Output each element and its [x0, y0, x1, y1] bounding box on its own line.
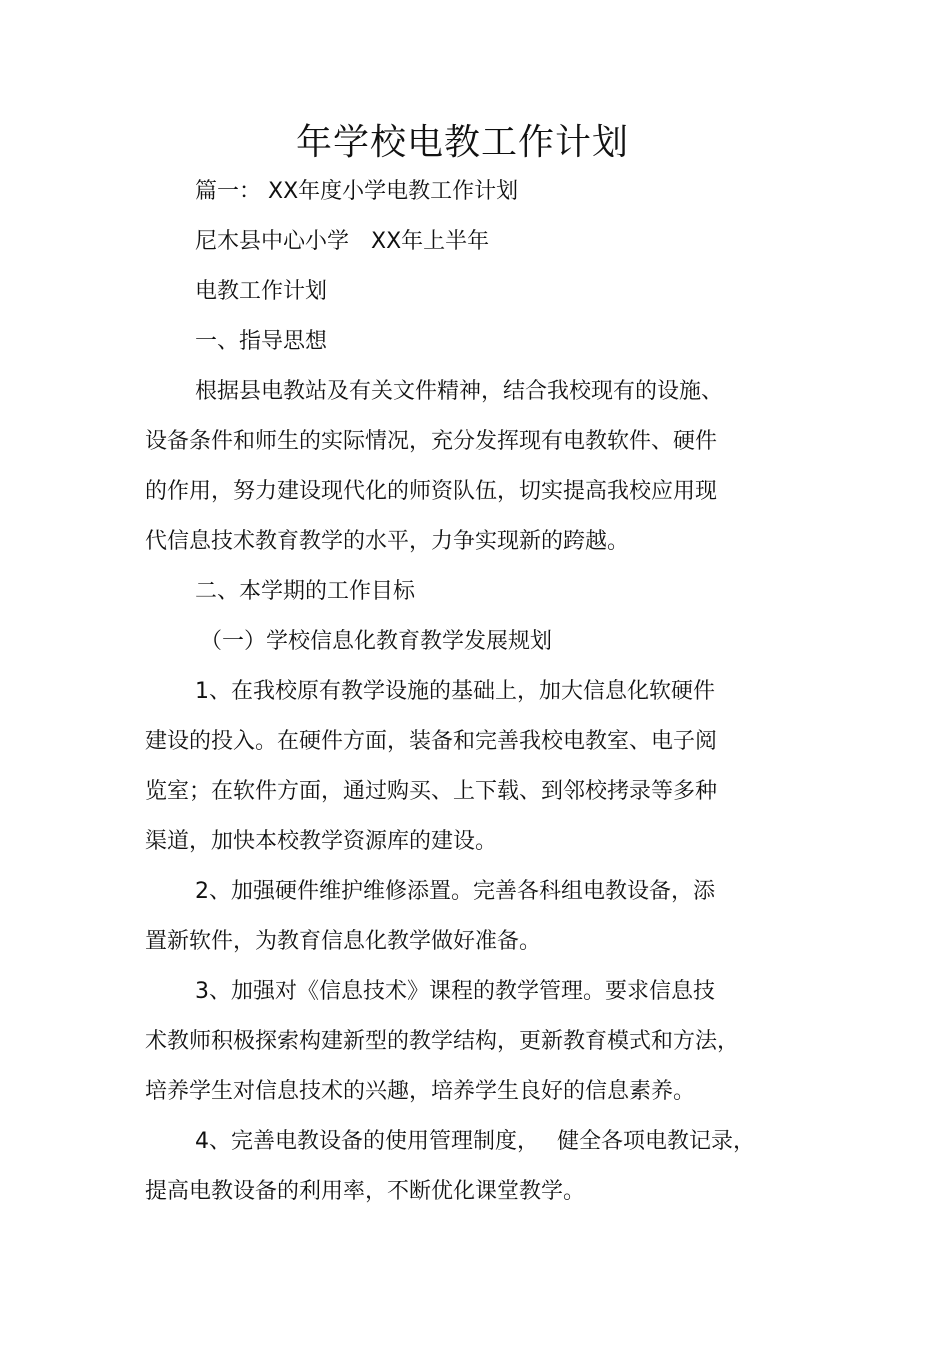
paragraph-line: 提高电教设备的利用率，不断优化课堂教学。: [145, 1179, 586, 1204]
subsection-heading: （一）学校信息化教育教学发展规划: [200, 629, 553, 654]
paragraph-line: 3、加强对《信息技术》课程的教学管理。要求信息技: [195, 979, 715, 1004]
paragraph-line: 术教师积极探索构建新型的教学结构，更新教育模式和方法，: [145, 1029, 740, 1054]
paragraph-line: 览室；在软件方面，通过购买、上下载、到邻校拷录等多种: [145, 779, 718, 804]
paragraph-line: 根据县电教站及有关文件精神，结合我校现有的设施、: [195, 379, 724, 404]
paragraph-line: 4、完善电教设备的使用管理制度， 健全各项电教记录，: [195, 1129, 755, 1154]
paragraph-line: 设备条件和师生的实际情况，充分发挥现有电教软件、硬件: [145, 429, 718, 454]
document-title: 年学校电教工作计划: [295, 122, 629, 163]
paragraph-line: 渠道，加快本校教学资源库的建设。: [145, 829, 498, 854]
school-name-line: 尼木县中心小学 XX年上半年: [195, 229, 490, 254]
paragraph-line: 置新软件，为教育信息化教学做好准备。: [145, 929, 542, 954]
paragraph-line: 1、在我校原有教学设施的基础上，加大信息化软硬件: [195, 679, 715, 704]
paragraph-line: 建设的投入。在硬件方面，装备和完善我校电教室、电子阅: [145, 729, 718, 754]
paragraph-line: 2、加强硬件维护维修添置。完善各科组电教设备，添: [195, 879, 715, 904]
section-heading: 一、指导思想: [195, 329, 328, 354]
plan-name-line: 电教工作计划: [195, 279, 328, 304]
paragraph-line: 的作用，努力建设现代化的师资队伍，切实提高我校应用现: [145, 479, 718, 504]
paragraph-line: 代信息技术教育教学的水平，力争实现新的跨越。: [145, 529, 630, 554]
section-heading: 二、本学期的工作目标: [195, 579, 416, 604]
article-subtitle: 篇一： XX年度小学电教工作计划: [195, 179, 519, 204]
paragraph-line: 培养学生对信息技术的兴趣，培养学生良好的信息素养。: [145, 1079, 696, 1104]
